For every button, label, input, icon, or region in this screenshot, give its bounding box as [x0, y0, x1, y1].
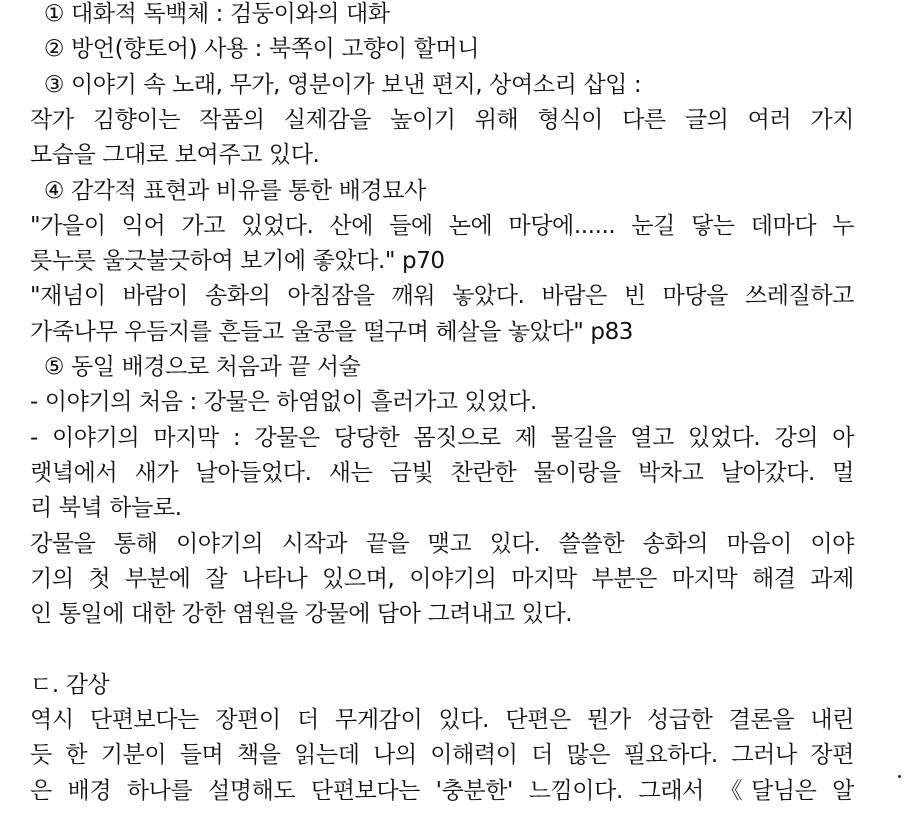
document-line: 은 배경 하나를 설명해도 단편보다는 '충분한' 느낌이다. 그래서 《달님은 알 [30, 777, 854, 804]
stray-dot [898, 775, 901, 778]
document-line: 랫녘에서 새가 날아들었다. 새는 금빛 찬란한 물이랑을 박차고 날아갔다. 멀 [30, 459, 854, 486]
document-line: ② 방언(향토어) 사용 : 북쪽이 고향이 할머니 [30, 36, 480, 63]
document-line: 인 통일에 대한 강한 염원을 강물에 담아 그려내고 있다. [30, 601, 573, 628]
document-line: 리 북녘 하늘로. [30, 495, 182, 522]
document-line: ① 대화적 독백체 : 검둥이와의 대화 [30, 1, 390, 27]
document-line: 강물을 통해 이야기의 시작과 끝을 맺고 있다. 쓸쓸한 송화의 마음이 이야 [30, 530, 854, 557]
document-line: ③ 이야기 속 노래, 무가, 영분이가 보낸 편지, 상여소리 삽입 : [30, 71, 642, 98]
document-line: 기의 첫 부분에 잘 나타나 있으며, 이야기의 마지막 부분은 마지막 해결 과제 [30, 565, 854, 592]
document-line: 릇누릇 울긋불긋하여 보기에 좋았다." p70 [30, 248, 445, 275]
document-line: 역시 단편보다는 장편이 더 무게감이 있다. 단편은 뭔가 성급한 결론을 내린 [30, 707, 854, 733]
document-line: 모습을 그대로 보여주고 있다. [30, 142, 320, 169]
document-line: "재넘이 바람이 송화의 아침잠을 깨워 놓았다. 바람은 빈 마당을 쓰레질하고 [30, 283, 854, 310]
document-line: 듯 한 기분이 들며 책을 읽는데 나의 이해력이 더 많은 필요하다. 그러나 장편 [30, 742, 854, 769]
document-line: - 이야기의 마지막 : 강물은 당당한 몸짓으로 제 물길을 열고 있었다. 강의 아 [30, 424, 854, 451]
document-line: ⑤ 동일 배경으로 처음과 끝 서술 [30, 354, 361, 380]
document-line: "가을이 익어 가고 있었다. 산에 들에 논에 마당에...... 눈길 닿는 데마다 누 [30, 212, 854, 239]
document-line: - 이야기의 처음 : 강물은 하염없이 흘러가고 있었다. [30, 389, 537, 416]
document-line: ④ 감각적 표현과 비유를 통한 배경묘사 [30, 177, 426, 204]
document-line: 작가 김향이는 작품의 실제감을 높이기 위해 형식이 다른 글의 여러 가지 [30, 106, 854, 133]
document-line: ㄷ. 감상 [30, 671, 110, 698]
document-line: 가죽나무 우듬지를 흔들고 울콩을 떨구며 헤살을 놓았다" p83 [30, 318, 634, 345]
